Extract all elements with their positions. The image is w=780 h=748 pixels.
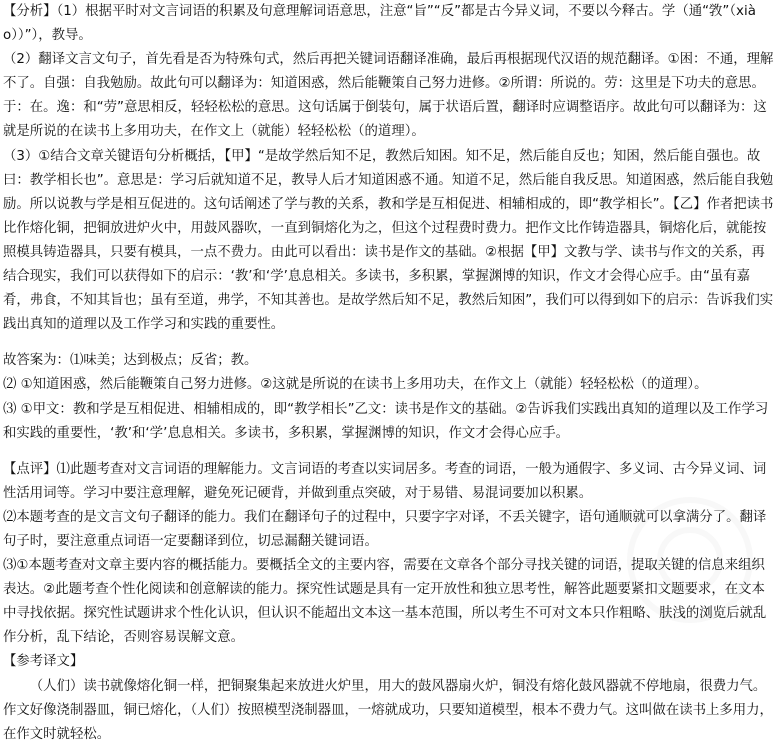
- answer-line-2: ⑵ ①知道困惑，然后能鞭策自己努力进修。②这就是所说的在读书上多用功夫，在作文上（就能）轻轻松松（的道理）。: [3, 377, 708, 393]
- spacer: [0, 337, 780, 349]
- translation-text: （人们）读书就像熔化铜一样，把铜聚集起来放进火炉里，用大的鼓风器扇火炉，铜没有熔化鼓风器就不停地扇，很费力气。作文好像浇制器皿，铜已熔化，（人们）按照模型浇制器皿，一熔就成功，只要知道模型，根本不费力气。这叫做在读书上多用力，在作文时就轻松。: [3, 678, 773, 742]
- answer-section: [0, 349, 780, 445]
- spacer: [0, 446, 780, 458]
- comment-line-1: 【点评】⑴此题考查对文言词语的理解能力。文言词语的考查以实词居多。考查的词语，一般为通假字、多义词、古今异义词、词性活用词等。学习中要注意理解，避免死记硬背，并做到重点突破，对于易错、易混词要加以积累。: [3, 461, 767, 501]
- answer-line-1: 故答案为：⑴味美；达到极点；反省；教。: [3, 353, 258, 369]
- comment-line-2: ⑵本题考查的是文言文句子翻译的能力。我们在翻译句子的过程中，只要字字对译，不丢关键字，语句通顺就可以拿满分了。翻译句子时，要注意重点词语一定要翻译到位，切忌漏翻关键词语。: [3, 509, 767, 549]
- translation-section: [0, 650, 780, 746]
- comment-section: [0, 458, 780, 651]
- comment-line-3: ⑶①本题考查对文章主要内容的概括能力。要概括全文的主要内容，需要在文章各个部分寻找关键的词语，提取关键的信息来组织表达。②此题考查个性化阅读和创意解读的能力。探究性试题是具有一定开放性和独立思考性，解答此题要紧扣文题要求，在文本中寻找依据。探究性试题讲求个性化认识，但认识不能超出文本这一基本范围，所以考生不可对文本只作粗略、肤浅的浏览后就乱作分析，乱下结论，否则容易误解文意。: [3, 558, 767, 646]
- analysis-paragraph-3: （3）①结合文章关键语句分析概括，【甲】“是故学然后知不足，教然后知困。知不足，然后能自反也；知困，然后能自强也。故曰：教学相长也”。意思是：学习后就知道不足，教导人后才知道困惑不通。知道不足，然后能自我反思。知道困惑，然后能自我勉励。所以说教与学是相互促进的。这句话阐述了学与教的关系，教和学是互相促进、相辅相成的，即“教学相长”。【乙】作者把读书比作熔化铜，把铜放进炉火中，用鼓风器吹，一直到铜熔化为之，但这个过程费时费力。把作文比作铸造器具，铜熔化后，就能按照模具铸造器具，只要有模具，一点不费力。由此可以看出：读书是作文的基础。②根据【甲】文教与学、读书与作文的关系，再结合现实，我们可以获得如下的启示：‘教’和‘学’息息相关。多读书，多积累，掌握渊博的知识，作文才会得心应手。由“虽有嘉肴，弗食，不知其旨也；虽有至道，弗学，不知其善也。是故学然后知不足，教然后知困”，我们可以得到如下的启示：告诉我们实践出真知的道理以及工作学习和实践的重要性。: [3, 148, 774, 333]
- answer-line-3: ⑶ ①甲文：教和学是互相促进、相辅相成的，即“教学相长”乙文：读书是作文的基础。②告诉我们实践出真知的道理以及工作学习和实践的重要性，‘教’和‘学’息息相关。多读书，多积累，掌握渊博的知识，作文才会得心应手。: [3, 401, 769, 441]
- translation-heading: 【参考译文】: [3, 654, 84, 670]
- analysis-paragraph-2: （2）翻译文言文句子，首先看是否为特殊句式，然后再把关键词语翻译准确，最后再根据现代汉语的规范翻译。①困：不通，理解不了。自强：自我勉励。故此句可以翻译为：知道困惑，然后能鞭策自己努力进修。②所谓：所说的。劳：这里是下功夫的意思。于：在。逸：和“劳”意思相反，轻轻松松的意思。这句话属于倒装句，属于状语后置，翻译时应调整语序。故此句可以翻译为：这就是所说的在读书上多用功夫，在作文上（就能）轻轻松松（的道理）。: [3, 52, 774, 140]
- analysis-paragraph-1: 【分析】（1）根据平时对文言词语的积累及句意理解词语意思，注意“旨”“反”都是古今异义词，不要以今释古。学（通“敩”（xiào））”），教导。: [3, 4, 756, 44]
- analysis-section: [0, 0, 780, 337]
